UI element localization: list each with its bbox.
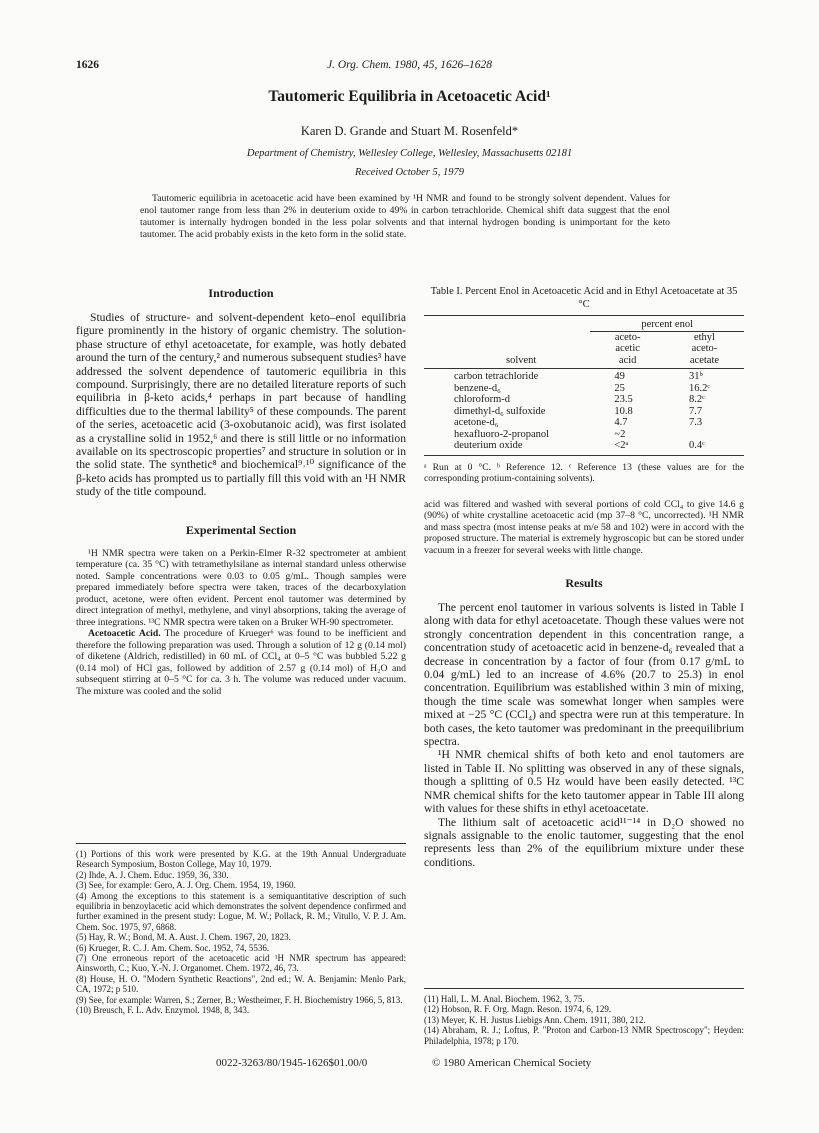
- table-notes: ᵃ Run at 0 °C. ᵇ Reference 12. ᶜ Reference 13 (these values are for the corresponding protium-containing solvents).: [424, 461, 744, 484]
- footnote: (7) One erroneous report of the acetoacetic acid ¹H NMR spectrum has appeared: Ainsworth, C.; Kuo, Y.-N. J. Organomet. Chem. 1972, 46, 73.: [76, 953, 406, 974]
- article-code: 0022-3263/80/1945-1626$01.00/0: [216, 1057, 368, 1069]
- table-row: dimethyl-d₆ sulfoxide 10.8 7.7: [454, 405, 703, 417]
- footnote: (1) Portions of this work were presented by K.G. at the 19th Annual Undergraduate Research Symposium, Boston College, May 10, 1979.: [76, 849, 406, 870]
- footnote: (12) Hobson, R. F. Org. Magn. Reson. 1974, 6, 129.: [424, 1004, 612, 1015]
- footnote: (10) Breusch, F. L. Adv. Enzymol. 1948, 8, 343.: [76, 1005, 250, 1016]
- footnote: (13) Meyer, K. H. Justus Liebigs Ann. Chem. 1911, 380, 212.: [424, 1014, 646, 1025]
- table-caption: Table I. Percent Enol in Acetoacetic Acid and in Ethyl Acetoacetate at 35 °C: [430, 286, 738, 310]
- table-row: carbon tetrachloride 49 31ᵇ: [454, 371, 703, 382]
- results-paragraph-1: The percent enol tautomer in various solvents is listed in Table I along with data for ethyl acetoacetate. Though these values were not strongly concentration dependent in this concentration range, a concentration study of acetoacetic acid in benzene-d₆ revealed that a decrease in concentration by a factor of four (from 0.17 g/mL to 0.04 g/mL) led to an increase of 4.6% (20.7 to 25.3) in enol concentration. Equilibrium was established within 3 min of mixing, though the time scale was somewhat longer when samples were mixed at −25 °C (CCl₄) and spectra were run at this temperature. In both cases, the keto tautomer was predominant in the preequilibrium spectra.: [424, 601, 744, 749]
- results-paragraph-3: The lithium salt of acetoacetic acid¹¹⁻¹⁴ in D₂O showed no signals assignable to the enolic tautomer, suggesting that the enol represents less than 2% of the equilibrium mixture under these conditions.: [424, 815, 744, 869]
- table-col-solvent: solvent: [506, 354, 537, 366]
- authors: Karen D. Grande and Stuart M. Rosenfeld*: [300, 124, 519, 138]
- table-column-header-row: [424, 331, 744, 369]
- received-date: Received October 5, 1979: [354, 167, 465, 178]
- acetoacetic-acid-lead: Acetoacetic Acid.: [88, 628, 161, 640]
- footnote: (5) Hay, R. W.; Bond, M. A. Aust. J. Chem. 1967, 20, 1823.: [76, 932, 291, 943]
- table-group-header-row: [424, 316, 744, 332]
- results-heading: Results: [565, 576, 603, 590]
- experimental-paragraph-1: ¹H NMR spectra were taken on a Perkin-Elmer R-32 spectrometer at ambient temperature (ca. 35 °C) with tetramethylsilane as internal standard unless otherwise noted. Sample concentrations were 0.03 to 0.05 g/mL. Though samples were prepared immediately before spectra were taken, traces of the decarboxylation product, acetone, were often evident. Percent enol tautomer was determined by direct integration of methyl, methylene, and vinyl absorptions, taking the average of three integrations. ¹³C NMR spectra were taken on a Bruker WH-90 spectrometer.: [76, 547, 406, 628]
- table-row: benzene-d₆ 25 16.2ᶜ: [454, 382, 710, 394]
- footnote: (14) Abraham, R. J.; Loftus, P. "Proton and Carbon-13 NMR Spectroscopy"; Heyden: Philadelphia, 1978; p 170.: [424, 1025, 744, 1046]
- affiliation: Department of Chemistry, Wellesley College, Wellesley, Massachusetts 02181: [246, 148, 573, 159]
- footnote: (4) Among the exceptions to this statement is a semiquantitative description of such equilibria in benzoylacetic acid which demonstrates the solvent dependence confirmed and further examined in the present study: Logue, M. W.; Pollack, R. M.; Vitullo, V. P. J. Am. Chem. Soc. 1975, 97, 6868.: [76, 890, 406, 932]
- footnotes-right: [424, 994, 744, 1046]
- table-row: deuterium oxide <2ᵃ 0.4ᶜ: [454, 440, 705, 451]
- footnote: (8) House, H. O. "Modern Synthetic Reactions", 2nd ed.; W. A. Benjamin: Menlo Park, CA, 1972; p 510.: [76, 973, 406, 995]
- experimental-heading: Experimental Section: [185, 522, 297, 537]
- footnote: (6) Krueger, R. C. J. Am. Chem. Soc. 1952, 74, 5536.: [76, 942, 270, 953]
- footnotes-left: [76, 849, 406, 1016]
- left-column: [76, 286, 406, 697]
- footnote: (9) See, for example: Warren, S.; Zerner, B.; Westheimer, F. H. Biochemistry 1966, 5, 813.: [76, 994, 403, 1005]
- page-footer: [76, 1057, 743, 1071]
- table-1: [424, 315, 744, 456]
- abstract: Tautomeric equilibria in acetoacetic acid have been examined by ¹H NMR and found to be strongly solvent dependent. Values for enol tautomer range from less than 2% in deuterium oxide to 49% in carbon tetrachloride. Chemical shift data suggest that the enol tautomer is internally hydrogen bonded in the less polar solvents and that internal hydrogen bonding is unimportant for the keto tautomer. The acid probably exists in the keto form in the solid state.: [140, 193, 670, 240]
- footnote-rule-right: [424, 988, 744, 989]
- running-header: [76, 59, 743, 75]
- introduction-heading: Introduction: [208, 286, 274, 300]
- results-paragraph-2: ¹H NMR chemical shifts of both keto and enol tautomers are listed in Table II. No splitting was observed in any of these signals, though a splitting of 0.5 Hz would have been easily detected. ¹³C NMR chemical shifts for the keto tautomer appear in Table III along with values for these shifts in ethyl acetoacetate.: [424, 748, 744, 816]
- table-group-header: percent enol: [590, 316, 744, 332]
- copyright: © 1980 American Chemical Society: [432, 1057, 592, 1069]
- table-col-acid: aceto- acetic acid: [614, 331, 641, 366]
- footnote: (3) See, for example: Gero, A. J. Org. Chem. 1954, 19, 1960.: [76, 880, 296, 891]
- footnote: (11) Hall, L. M. Anal. Biochem. 1962, 3, 75.: [424, 994, 585, 1004]
- table-row: hexafluoro-2-propanol ~2: [454, 428, 626, 440]
- table-col-ester: ethyl aceto- acetate: [689, 331, 720, 366]
- footnote: (2) Ihde, A. J. Chem. Educ. 1959, 36, 330.: [76, 869, 229, 880]
- footnote-rule-left: [76, 843, 406, 844]
- experimental-paragraph-3: acid was filtered and washed with several portions of cold CCl₄ to give 14.6 g (90%) of white crystalline acetoacetic acid (mp 37–8 °C, uncorrected). ¹H NMR and mass spectra (most intense peaks at m/e 58 and 102) were in accord with the proposed structure. The material is extremely hygroscopic but can be stored under vacuum in a freezer for several weeks with little change.: [424, 498, 744, 556]
- journal-citation: J. Org. Chem. 1980, 45, 1626–1628: [326, 59, 493, 71]
- right-column: [424, 286, 744, 869]
- article-title: Tautomeric Equilibria in Acetoacetic Acid¹: [268, 88, 551, 105]
- table-row: chloroform-d 23.5 8.2ᶜ: [454, 394, 705, 405]
- table-row: acetone-d₆ 4.7 7.3: [454, 417, 703, 428]
- acetoacetic-acid-procedure: The procedure of Krueger⁶ was found to be inefficient and therefore the following preparation was used. Through a solution of 12 g (0.14 mol) of diketene (Aldrich, redistilled) in 60 mL of CCl₄ at 0–5 °C was bubbled 5.22 g (0.14 mol) of HCl gas, followed by addition of 2.57 g (0.14 mol) of H₂O and subsequent stirring at 0–5 °C for ca. 3 h. The volume was reduced under vacuum. The mixture was cooled and the solid: [76, 628, 407, 697]
- page-number: 1626: [76, 59, 99, 71]
- experimental-paragraph-2: [76, 628, 406, 697]
- introduction-text: Studies of structure- and solvent-dependent keto–enol equilibria figure prominently in the history of organic chemistry. The solution-phase structure of ethyl acetoacetate, for example, was hotly debated around the turn of the century,² and numerous subsequent studies³ have addressed the solvent dependence of tautomeric equilibria in this compound. Surprisingly, there are no detailed literature reports of such equilibria in β-keto acids,⁴ perhaps in part because of handling difficulties due to the thermal lability⁵ of these compounds. The parent of the series, acetoacetic acid (3-oxobutanoic acid), was first isolated as a crystalline solid in 1952,⁶ and there is still little or no information available on its spectroscopic properties⁷ and structure in solution or in the solid state. The synthetic⁸ and biochemical⁹˒¹⁰ significance of the β-keto acids has prompted us to partially fill this void with an ¹H NMR study of the title compound.: [76, 311, 406, 499]
